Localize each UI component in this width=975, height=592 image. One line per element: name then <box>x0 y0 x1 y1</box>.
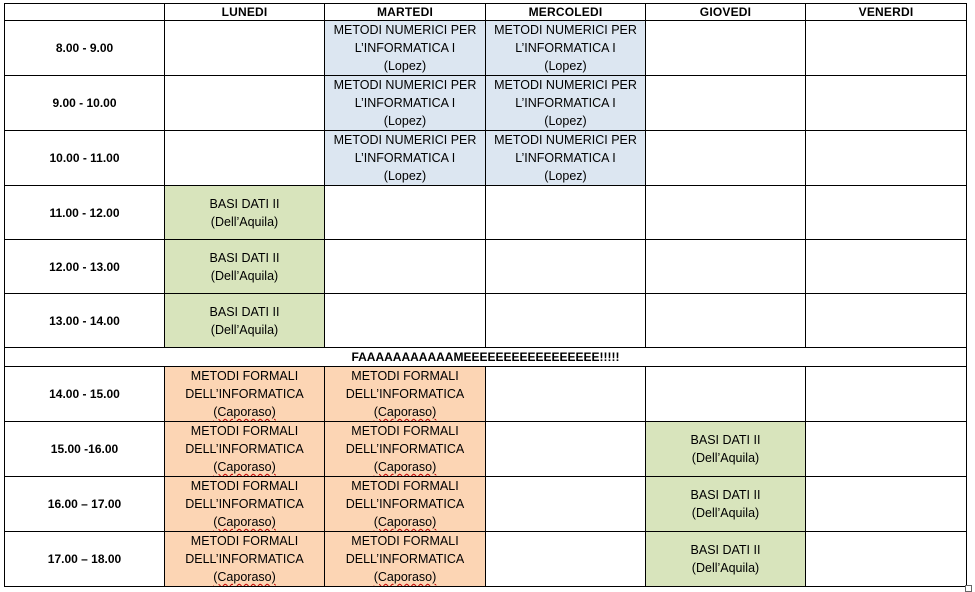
empty-cell[interactable] <box>806 131 967 186</box>
empty-cell[interactable] <box>646 21 806 76</box>
empty-cell[interactable] <box>646 76 806 131</box>
course-title: METODI NUMERICI PER <box>333 78 477 92</box>
course-title: METODI NUMERICI PER <box>494 78 637 92</box>
time-label[interactable]: 15.00 -16.00 <box>5 422 165 477</box>
course-title: DELL’INFORMATICA <box>345 387 465 401</box>
empty-cell[interactable] <box>806 477 967 532</box>
empty-cell[interactable] <box>806 294 967 348</box>
course-title: METODI FORMALI <box>351 424 459 438</box>
course-title: METODI FORMALI <box>190 534 299 548</box>
course-professor: (Dell’Aquila) <box>210 214 279 229</box>
time-label[interactable]: 12.00 - 13.00 <box>5 240 165 294</box>
course-professor-text: (Caporaso) <box>373 405 437 419</box>
course-professor <box>165 568 324 586</box>
course-professor-text: (Caporaso) <box>213 570 276 584</box>
time-row <box>5 21 967 76</box>
course-title: L’INFORMATICA I <box>354 41 456 55</box>
empty-cell[interactable] <box>486 186 646 240</box>
course-cell-formali[interactable] <box>165 367 325 422</box>
course-title: METODI FORMALI <box>351 534 459 548</box>
course-professor: (Dell’Aquila) <box>210 322 279 337</box>
course-professor: (Lopez) <box>544 114 587 128</box>
empty-cell[interactable] <box>646 294 806 348</box>
time-row <box>5 131 967 186</box>
time-row <box>5 76 967 131</box>
course-cell-basi-dati[interactable] <box>646 532 806 587</box>
course-professor: (Lopez) <box>544 59 587 73</box>
course-title: BASI DATI II <box>690 543 761 557</box>
empty-cell[interactable] <box>165 131 325 186</box>
empty-cell[interactable] <box>806 240 967 294</box>
course-cell-formali[interactable] <box>165 422 325 477</box>
course-title: BASI DATI II <box>209 196 280 211</box>
course-cell-numerici[interactable] <box>486 131 646 186</box>
time-row <box>5 186 967 240</box>
course-professor-text: (Caporaso) <box>213 405 276 419</box>
course-professor <box>325 513 485 531</box>
course-title: METODI FORMALI <box>190 479 299 493</box>
course-title: METODI NUMERICI PER <box>494 23 637 37</box>
empty-cell[interactable] <box>486 477 646 532</box>
course-professor: (Dell’Aquila) <box>691 506 760 520</box>
course-cell-basi-dati[interactable] <box>165 294 325 348</box>
empty-cell[interactable] <box>806 367 967 422</box>
time-label[interactable]: 11.00 - 12.00 <box>5 186 165 240</box>
time-row <box>5 422 967 477</box>
course-cell-basi-dati[interactable] <box>165 240 325 294</box>
course-cell-basi-dati[interactable] <box>646 422 806 477</box>
course-professor: (Lopez) <box>383 114 427 128</box>
time-label[interactable]: 14.00 - 15.00 <box>5 367 165 422</box>
timetable <box>4 3 967 587</box>
course-title: L’INFORMATICA I <box>354 151 456 165</box>
course-professor: (Dell’Aquila) <box>691 561 760 575</box>
time-label[interactable]: 9.00 - 10.00 <box>5 76 165 131</box>
day-header-giovedi[interactable]: GIOVEDI <box>646 4 806 21</box>
course-title: BASI DATI II <box>209 250 280 265</box>
course-professor <box>325 568 485 586</box>
course-cell-formali[interactable] <box>325 367 486 422</box>
course-cell-formali[interactable] <box>325 422 486 477</box>
empty-cell[interactable] <box>646 131 806 186</box>
empty-cell[interactable] <box>806 76 967 131</box>
course-cell-formali[interactable] <box>165 532 325 587</box>
course-professor-text: (Caporaso) <box>213 460 276 474</box>
empty-cell[interactable] <box>806 21 967 76</box>
course-title: L’INFORMATICA I <box>354 96 456 110</box>
empty-cell[interactable] <box>806 186 967 240</box>
day-header-martedi[interactable]: MARTEDI <box>325 4 486 21</box>
course-professor-text: (Caporaso) <box>213 515 276 529</box>
empty-cell[interactable] <box>646 367 806 422</box>
course-title: METODI NUMERICI PER <box>494 133 637 147</box>
course-cell-basi-dati[interactable] <box>646 477 806 532</box>
time-label[interactable]: 10.00 - 11.00 <box>5 131 165 186</box>
day-header-lunedi[interactable]: LUNEDI <box>165 4 325 21</box>
header-row <box>5 4 967 21</box>
course-title: DELL’INFORMATICA <box>185 497 304 511</box>
time-row <box>5 477 967 532</box>
time-row <box>5 240 967 294</box>
empty-cell[interactable] <box>325 294 486 348</box>
course-professor: (Lopez) <box>383 169 427 183</box>
course-professor <box>165 458 324 476</box>
empty-cell[interactable] <box>486 294 646 348</box>
course-cell-numerici[interactable] <box>325 76 486 131</box>
lunch-break-banner[interactable]: FAAAAAAAAAAAMEEEEEEEEEEEEEEEEE!!!!! <box>5 348 967 367</box>
course-title: L’INFORMATICA I <box>515 96 616 110</box>
empty-cell[interactable] <box>806 532 967 587</box>
time-label[interactable]: 8.00 - 9.00 <box>5 21 165 76</box>
course-title: METODI NUMERICI PER <box>333 23 477 37</box>
course-title: DELL’INFORMATICA <box>185 552 304 566</box>
course-title: DELL’INFORMATICA <box>345 552 465 566</box>
course-title: DELL’INFORMATICA <box>345 442 465 456</box>
course-title: L’INFORMATICA I <box>515 151 616 165</box>
time-label[interactable]: 16.00 – 17.00 <box>5 477 165 532</box>
course-cell-numerici[interactable] <box>325 21 486 76</box>
empty-cell[interactable] <box>325 240 486 294</box>
empty-cell[interactable] <box>165 21 325 76</box>
course-title: BASI DATI II <box>209 304 280 319</box>
course-professor <box>325 403 485 421</box>
empty-cell[interactable] <box>325 186 486 240</box>
empty-cell[interactable] <box>646 240 806 294</box>
lunch-row <box>5 348 967 367</box>
time-label[interactable]: 13.00 - 14.00 <box>5 294 165 348</box>
course-title: DELL’INFORMATICA <box>345 497 465 511</box>
time-row <box>5 367 967 422</box>
time-label[interactable]: 17.00 – 18.00 <box>5 532 165 587</box>
course-title: BASI DATI II <box>690 488 761 502</box>
course-professor: (Dell’Aquila) <box>210 268 279 283</box>
empty-cell[interactable] <box>486 532 646 587</box>
course-cell-numerici[interactable] <box>486 21 646 76</box>
course-professor: (Lopez) <box>383 59 427 73</box>
empty-cell[interactable] <box>165 76 325 131</box>
course-professor-text: (Caporaso) <box>373 570 437 584</box>
course-professor <box>325 458 485 476</box>
empty-cell[interactable] <box>806 422 967 477</box>
course-professor: (Lopez) <box>544 169 587 183</box>
corner-cell[interactable] <box>5 4 165 21</box>
course-professor-text: (Caporaso) <box>373 460 437 474</box>
empty-cell[interactable] <box>646 186 806 240</box>
course-title: DELL’INFORMATICA <box>185 387 304 401</box>
course-title: METODI NUMERICI PER <box>333 133 477 147</box>
course-title: METODI FORMALI <box>351 369 459 383</box>
course-title: METODI FORMALI <box>190 424 299 438</box>
course-cell-formali[interactable] <box>325 477 486 532</box>
course-cell-formali[interactable] <box>325 532 486 587</box>
course-cell-formali[interactable] <box>165 477 325 532</box>
course-professor <box>165 403 324 421</box>
course-cell-basi-dati[interactable] <box>165 186 325 240</box>
time-row <box>5 532 967 587</box>
course-title: L’INFORMATICA I <box>515 41 616 55</box>
course-professor <box>165 513 324 531</box>
course-cell-numerici[interactable] <box>486 76 646 131</box>
course-title: METODI FORMALI <box>190 369 299 383</box>
course-title: METODI FORMALI <box>351 479 459 493</box>
empty-cell[interactable] <box>486 367 646 422</box>
course-professor: (Dell’Aquila) <box>691 451 760 465</box>
course-title: BASI DATI II <box>690 433 761 447</box>
day-header-venerdi[interactable]: VENERDI <box>806 4 967 21</box>
course-cell-numerici[interactable] <box>325 131 486 186</box>
time-row <box>5 294 967 348</box>
course-title: DELL’INFORMATICA <box>185 442 304 456</box>
empty-cell[interactable] <box>486 240 646 294</box>
course-professor-text: (Caporaso) <box>373 515 437 529</box>
day-header-mercoledi[interactable]: MERCOLEDI <box>486 4 646 21</box>
empty-cell[interactable] <box>486 422 646 477</box>
